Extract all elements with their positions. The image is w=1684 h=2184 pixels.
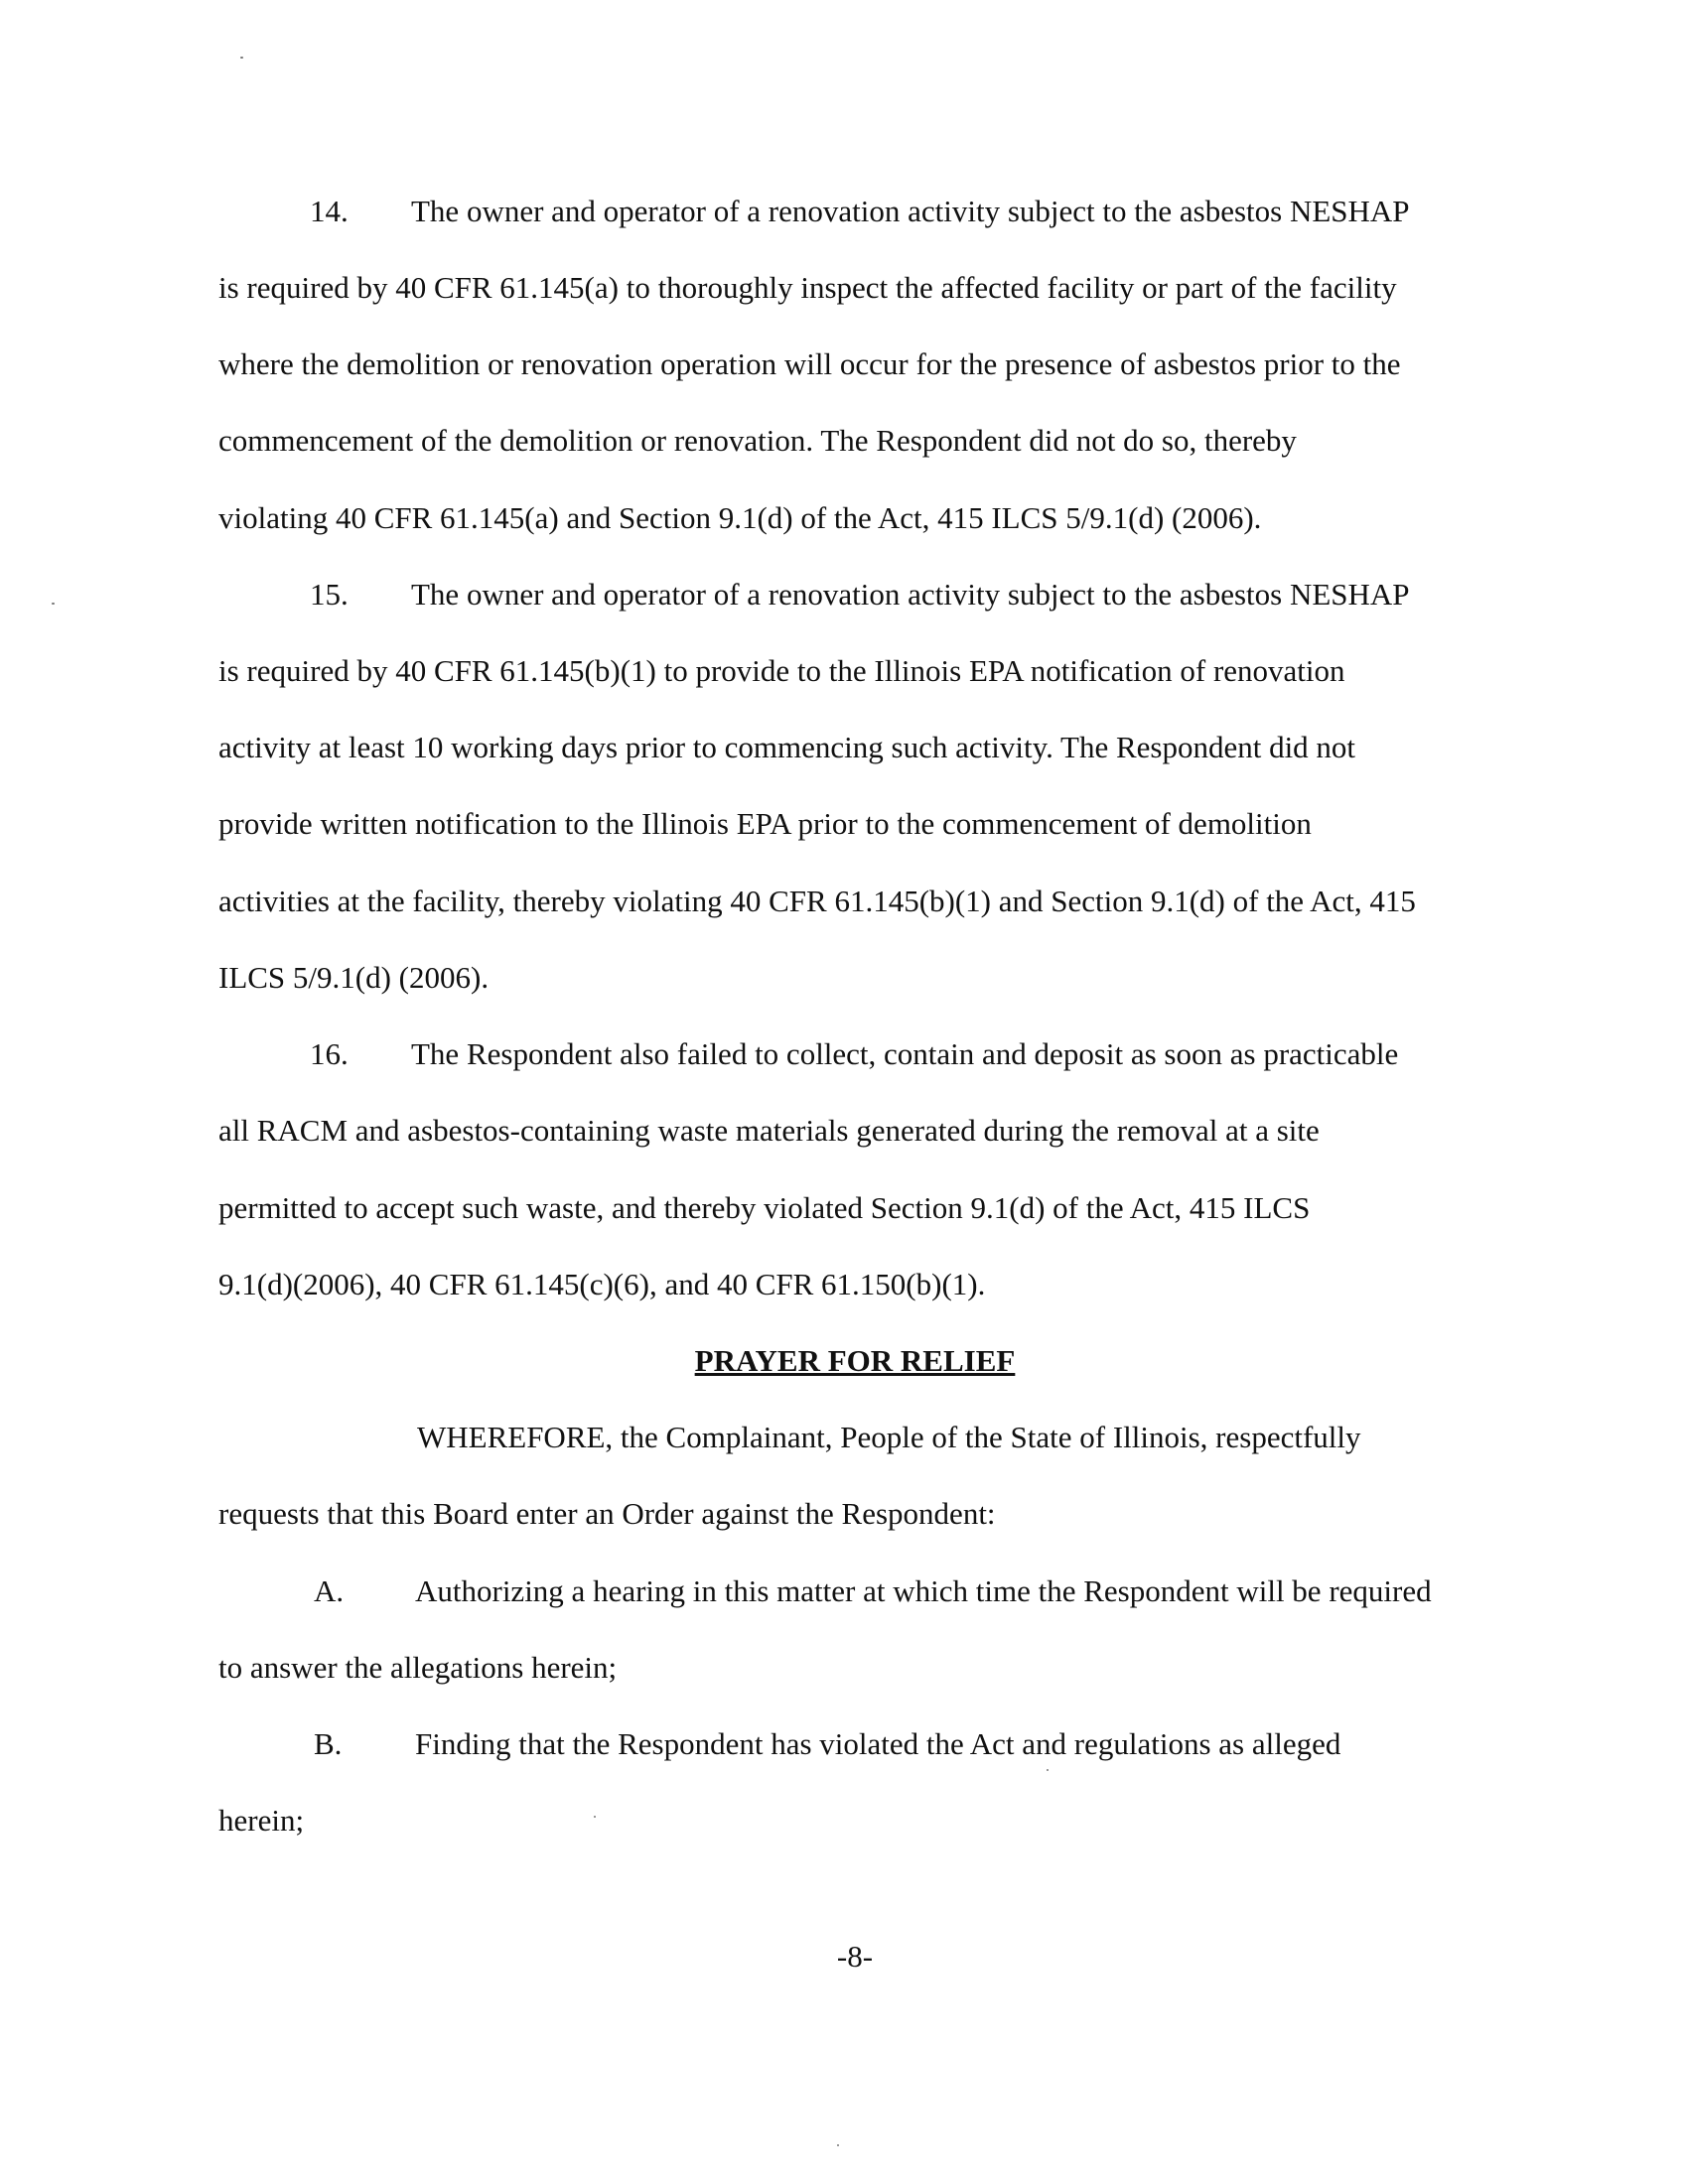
paragraph-number: 14. bbox=[310, 194, 349, 228]
relief-item-a-line-2: to answer the allegations herein; bbox=[218, 1650, 618, 1685]
paragraph-14-line-4: commencement of the demolition or renovation. The Respondent did not do so, thereby bbox=[218, 423, 1297, 458]
relief-item-b-line-1: B. Finding that the Respondent has violated the Act and regulations as alleged bbox=[314, 1726, 1341, 1761]
scan-speck bbox=[837, 2144, 839, 2146]
prayer-for-relief-heading: PRAYER FOR RELIEF bbox=[694, 1343, 1016, 1378]
wherefore-line-1: WHEREFORE, the Complainant, People of the State of Illinois, respectfully bbox=[417, 1420, 1361, 1454]
scan-speck bbox=[594, 1816, 596, 1818]
paragraph-14-line-3: where the demolition or renovation operation will occur for the presence of asbestos prior to the bbox=[218, 346, 1401, 381]
paragraph-16-line-2: all RACM and asbestos-containing waste materials generated during the removal at a site bbox=[218, 1113, 1320, 1148]
wherefore-line-2: requests that this Board enter an Order against the Respondent: bbox=[218, 1496, 996, 1531]
item-letter: A. bbox=[314, 1573, 345, 1608]
paragraph-16-line-3: permitted to accept such waste, and thereby violated Section 9.1(d) of the Act, 415 ILCS bbox=[218, 1190, 1311, 1225]
relief-item-a-line-1: A. Authorizing a hearing in this matter at which time the Respondent will be required bbox=[314, 1573, 1432, 1608]
relief-item-b-line-2: herein; bbox=[218, 1803, 305, 1838]
paragraph-number: 15. bbox=[310, 577, 349, 612]
paragraph-14-line-2: is required by 40 CFR 61.145(a) to thoroughly inspect the affected facility or part of the facility bbox=[218, 270, 1397, 305]
paragraph-15-line-1: 15. The owner and operator of a renovation activity subject to the asbestos NESHAP bbox=[310, 577, 1410, 612]
paragraph-15-line-2: is required by 40 CFR 61.145(b)(1) to provide to the Illinois EPA notification of renovation bbox=[218, 653, 1345, 688]
paragraph-15-line-4: provide written notification to the Illinois EPA prior to the commencement of demolition bbox=[218, 806, 1312, 841]
scan-speck bbox=[1047, 1769, 1049, 1771]
paragraph-14-line-1: 14. The owner and operator of a renovation activity subject to the asbestos NESHAP bbox=[310, 194, 1410, 228]
page-number: -8- bbox=[836, 1939, 874, 1974]
paragraph-16-line-1: 16. The Respondent also failed to collect, contain and deposit as soon as practicable bbox=[310, 1036, 1399, 1071]
scan-speck bbox=[240, 57, 243, 59]
item-letter: B. bbox=[314, 1726, 343, 1761]
paragraph-15-line-5: activities at the facility, thereby violating 40 CFR 61.145(b)(1) and Section 9.1(d) of the Act, 415 bbox=[218, 884, 1416, 918]
paragraph-16-line-4: 9.1(d)(2006), 40 CFR 61.145(c)(6), and 40 CFR 61.150(b)(1). bbox=[218, 1267, 986, 1301]
paragraph-15-line-3: activity at least 10 working days prior to commencing such activity. The Respondent did not bbox=[218, 730, 1356, 764]
paragraph-15-line-6: ILCS 5/9.1(d) (2006). bbox=[218, 960, 490, 995]
paragraph-14-line-5: violating 40 CFR 61.145(a) and Section 9.1(d) of the Act, 415 ILCS 5/9.1(d) (2006). bbox=[218, 500, 1262, 535]
paragraph-number: 16. bbox=[310, 1036, 349, 1071]
scan-speck bbox=[52, 603, 55, 605]
